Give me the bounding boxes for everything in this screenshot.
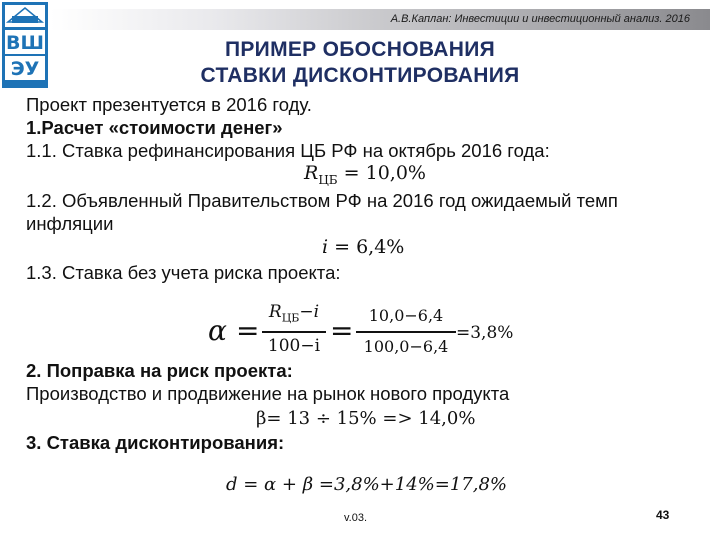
alpha-equals-2: = [330,314,354,347]
section-2-heading: 2. Поправка на риск проекта: [26,360,293,381]
title-line-2: СТАВКИ ДИСКОНТИРОВАНИЯ [200,64,520,87]
section-1-2-text-line-1: 1.2. Объявленный Правительством РФ на 2016 год ожидаемый темп [26,190,618,211]
alpha-result: =3,8% [456,323,514,343]
svg-text:ЭУ: ЭУ [10,58,40,80]
page-number: 43 [656,508,670,522]
formula-discount-rate: d = α + β =3,8%+14%=17,8% [226,474,508,495]
title-line-1: ПРИМЕР ОБОСНОВАНИЯ [224,38,495,61]
section-1-2-text-line-2: инфляции [26,213,114,234]
formula-inflation [322,236,404,258]
fraction-1-bar [262,331,326,333]
rcb-symbol: R [304,162,319,184]
formula-rcb [304,162,426,187]
section-3-heading: 3. Ставка дисконтирования: [26,432,285,453]
rcb-value: = 10,0% [343,162,426,184]
section-1-heading: 1.Расчет «стоимости денег» [26,117,283,138]
inflation-value: = 6,4% [334,236,405,258]
fraction-1 [262,302,326,324]
svg-text:ВШ: ВШ [6,32,44,54]
fraction-1-denominator-box [262,336,326,356]
rcb-subscript: ЦБ [318,172,338,187]
header-text: А.В.Каплан: Инвестиции и инвестиционный анализ. 2016 [390,13,690,25]
fraction-1-minus-i: −i [299,302,320,322]
fraction-2-bar [356,331,456,333]
fraction-1-numerator [262,302,326,324]
footer-version: v.03. [344,512,368,524]
section-2-text: Производство и продвижение на рынок нового продукта [26,383,510,404]
alpha-symbol: α [208,314,227,347]
alpha-equals-1: = [236,314,260,347]
fraction-2-numerator: 10,0−6,4 [368,306,444,325]
formula-beta: β= 13 ÷ 15% => 14,0% [256,408,476,429]
inflation-symbol: i [322,236,329,258]
fraction-1-r: R [268,302,282,322]
fraction-1-sub: ЦБ [281,311,300,325]
section-1-1-text: 1.1. Ставка рефинансирования ЦБ РФ на октябрь 2016 года: [26,140,550,161]
fraction-1-denominator: 100−i [267,336,321,356]
intro-text: Проект презентуется в 2016 году. [26,94,312,115]
fraction-2-denominator: 100,0−6,4 [363,337,449,356]
section-1-3-text: 1.3. Ставка без учета риска проекта: [26,262,341,283]
fraction-2-denominator-box [356,337,456,356]
fraction-2 [356,306,456,325]
